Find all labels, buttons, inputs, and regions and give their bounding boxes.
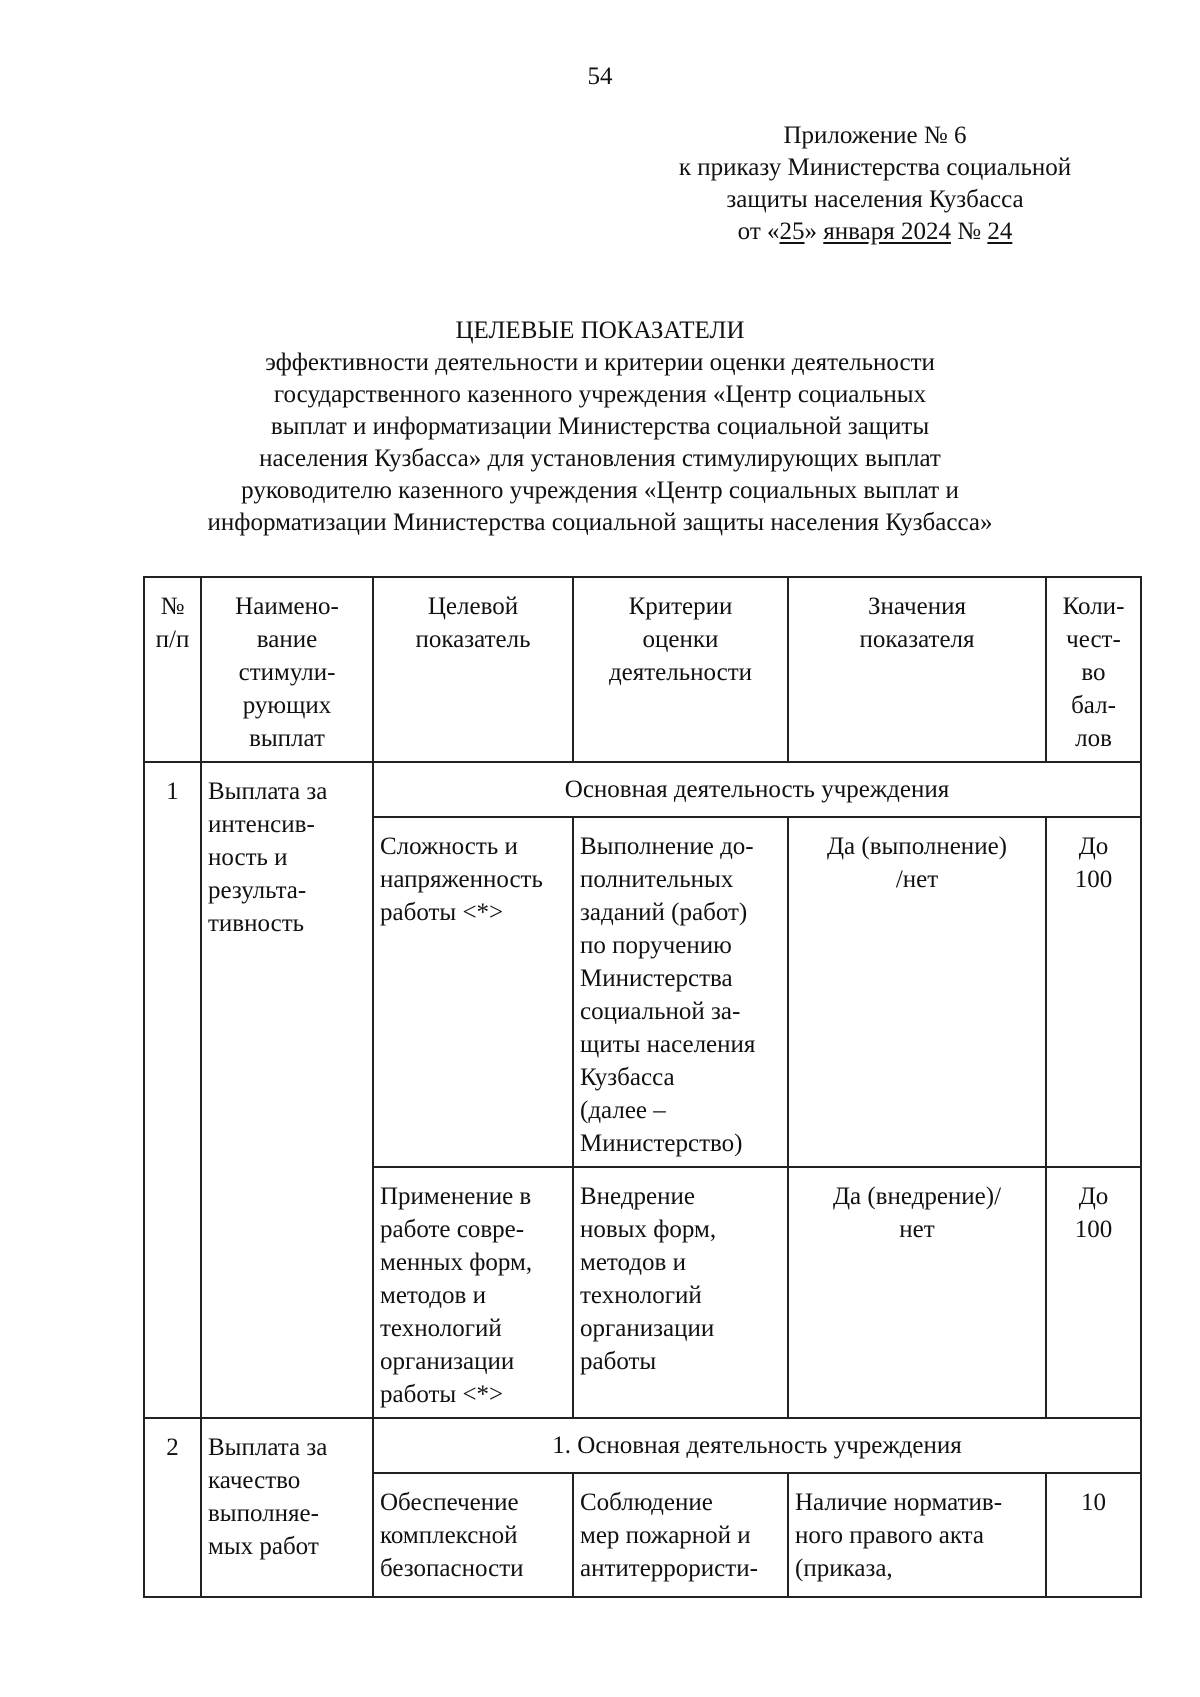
target-indicator: Применение в работе совре- менных форм, методов и технологий организации работы <*> (373, 1167, 573, 1418)
table-header-row (144, 577, 1141, 762)
appendix-line-2: к приказу Министерства социальной (678, 154, 1072, 181)
header-name: Наимено- вание стимули- рующих выплат (201, 577, 373, 762)
title-line: выплат и информатизации Министерства социальной защиты (270, 413, 930, 440)
date-month-year: января 2024 (823, 218, 951, 245)
date-day: 25 (779, 218, 805, 245)
points: 10 (1046, 1473, 1141, 1597)
title-line: информатизации Министерства социальной защиты населения Кузбасса» (207, 509, 993, 536)
table-row (144, 1418, 1141, 1473)
title-line: населения Кузбасса» для установления стимулирующих выплат (259, 445, 941, 472)
target-indicator: Сложность и напряженность работы <*> (373, 817, 573, 1167)
appendix-line-3: защиты населения Кузбасса (726, 186, 1024, 213)
date-mid: » (804, 218, 824, 245)
header-values: Значения показателя (788, 577, 1046, 762)
title-line: эффективности деятельности и критерии оценки деятельности (265, 349, 935, 376)
indicator-value: Наличие норматив- ного правого акта (приказа, (788, 1473, 1046, 1597)
order-number: 24 (987, 218, 1013, 245)
evaluation-criteria: Выполнение до- полнительных заданий (работ) по поручению Министерства социальной за- щиты населения Кузбасса (далее – Министерство) (573, 817, 788, 1167)
section-heading: Основная деятельность учреждения (373, 762, 1141, 817)
title-line: государственного казенного учреждения «Центр социальных (273, 381, 927, 408)
appendix-date-line (640, 216, 1110, 248)
evaluation-criteria: Внедрение новых форм, методов и технологий организации работы (573, 1167, 788, 1418)
title-line: руководителю казенного учреждения «Центр социальных выплат и (241, 477, 959, 504)
evaluation-criteria: Соблюдение мер пожарной и антитеррористи- (573, 1473, 788, 1597)
appendix-line-1: Приложение № 6 (783, 122, 967, 149)
payment-name: Выплата за интенсив- ность и результа- тивность (201, 762, 373, 1418)
header-points: Коли- чест- во бал- лов (1046, 577, 1141, 762)
section-heading: 1. Основная деятельность учреждения (373, 1418, 1141, 1473)
indicator-value: Да (выполнение) /нет (788, 817, 1046, 1167)
header-criteria: Критерии оценки деятельности (573, 577, 788, 762)
points: До 100 (1046, 1167, 1141, 1418)
header-num: № п/п (144, 577, 201, 762)
points: До 100 (1046, 817, 1141, 1167)
row-number: 1 (144, 762, 201, 1418)
row-number: 2 (144, 1418, 201, 1597)
header-target: Целевой показатель (373, 577, 573, 762)
table-row (144, 762, 1141, 817)
title-heading: ЦЕЛЕВЫЕ ПОКАЗАТЕЛИ (455, 317, 745, 344)
appendix-header (640, 120, 1110, 248)
page-number: 54 (587, 63, 613, 90)
number-prefix: № (950, 218, 988, 245)
target-indicator: Обеспечение комплексной безопасности (373, 1473, 573, 1597)
payment-name: Выплата за качество выполняе- мых работ (201, 1418, 373, 1597)
indicator-value: Да (внедрение)/ нет (788, 1167, 1046, 1418)
indicators-table (143, 576, 1142, 1598)
date-prefix: от « (737, 218, 780, 245)
document-title (100, 315, 1100, 539)
